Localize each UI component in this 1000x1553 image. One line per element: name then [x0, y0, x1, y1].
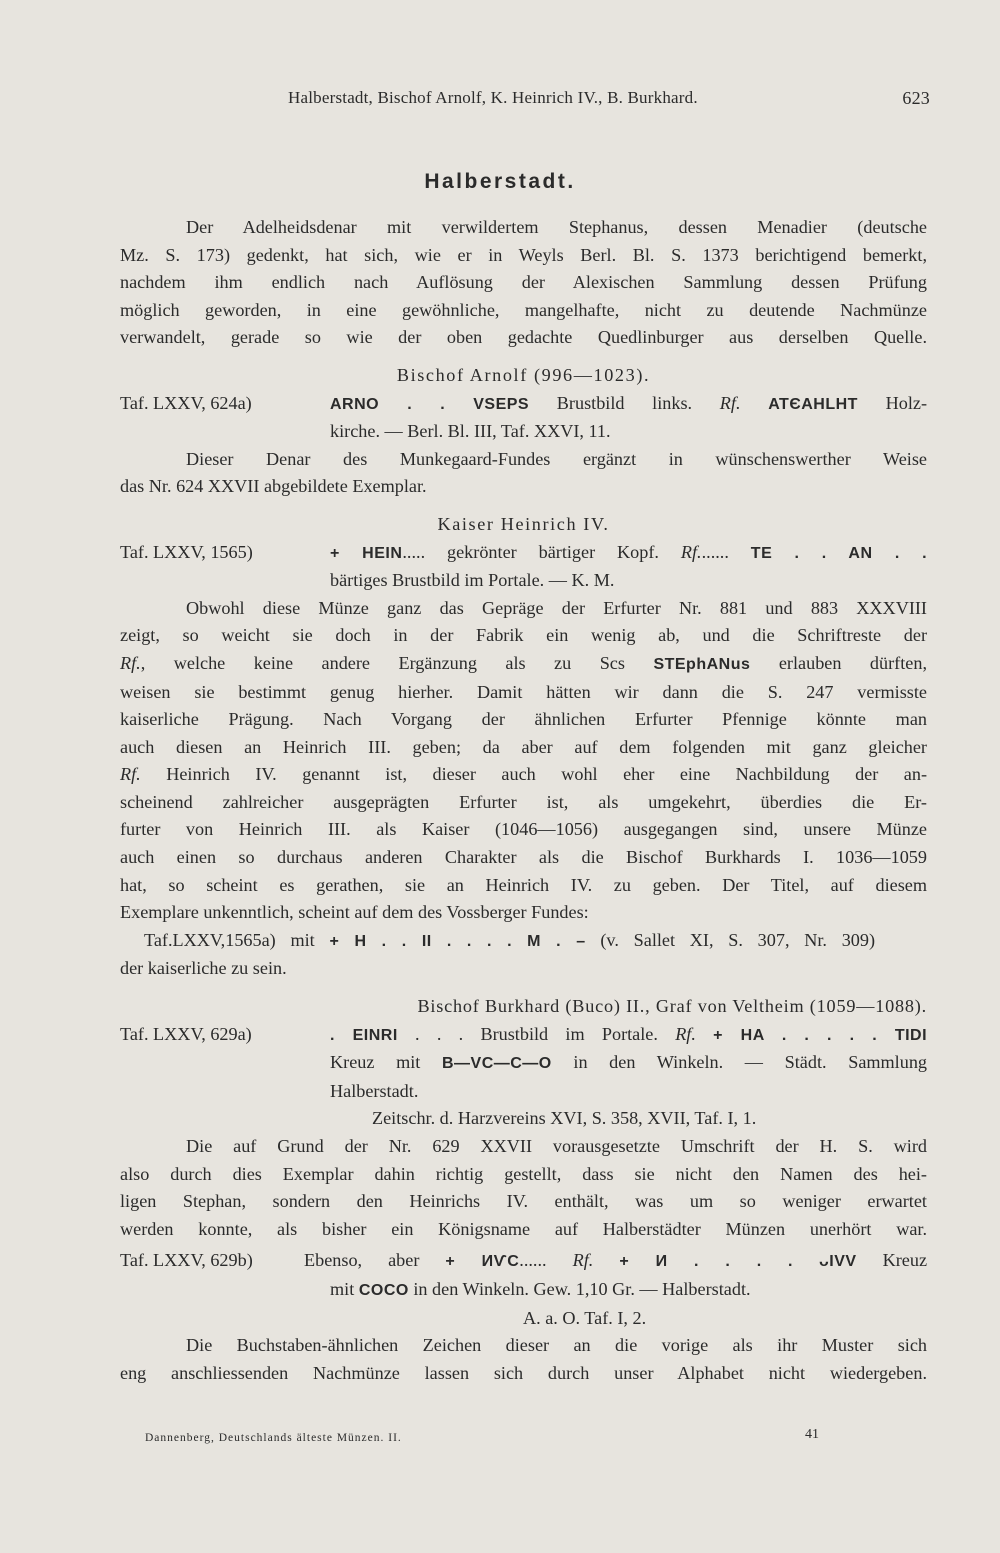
text-line	[120, 927, 927, 956]
section-heading-arnolf: Bischof Arnolf (996—1023).	[396, 364, 651, 385]
text-line: werden konnte, als bisher ein Königsname auf Halberstädter Münzen unerhört war.	[120, 1218, 927, 1239]
text-line: bärtiges Brustbild im Portale. — K. M.	[330, 570, 615, 591]
reference-line: Zeitschr. d. Harzvereins XVI, S. 358, XVII, Taf. I, 1.	[372, 1108, 757, 1129]
paragraph-umschrift	[120, 1133, 927, 1243]
plate-reference: Taf. LXXV, 624a)	[120, 392, 252, 413]
text-line: also durch dies Exemplar dahin richtig gestellt, dass sie nicht den Namen des hei-	[120, 1163, 927, 1184]
text-line: verwandelt, gerade so wie der oben gedachte Quedlinburger aus derselben Quelle.	[120, 327, 927, 348]
footer	[145, 1427, 845, 1444]
coin-entry-629b	[120, 1247, 927, 1304]
text-fragment: Taf.LXXV,1565a) mit	[144, 929, 315, 950]
plate-reference: Taf. LXXV, 629a)	[120, 1023, 252, 1044]
signature-mark: 41	[805, 1427, 819, 1442]
text-fragment: Ebenso, aber	[304, 1250, 420, 1271]
text-fragment: Kreuz	[882, 1250, 928, 1271]
running-title: Halberstadt, Bischof Arnolf, K. Heinrich IV., B. Burkhard.	[288, 88, 698, 107]
reverse-abbrev: Rf.	[719, 392, 741, 413]
description: ......	[701, 541, 729, 562]
text-fragment: in den Winkeln. Gew. 1,10 Gr. — Halberstadt.	[413, 1278, 751, 1299]
text-line: Halberstadt.	[330, 1080, 419, 1101]
text-line: eng anschliessenden Nachmünze lassen sich durch unser Alphabet nicht wiedergeben.	[120, 1362, 927, 1383]
obverse-legend: + HEIN	[330, 544, 403, 562]
section-heading-heinrich: Kaiser Heinrich IV.	[437, 513, 610, 534]
text-line: möglich geworden, in eine gewöhnliche, mangelhafte, nicht zu deutende Nachmünze	[120, 299, 927, 320]
paragraph-buchstaben	[120, 1332, 927, 1387]
paragraph-adelheidsdenar	[120, 214, 927, 352]
text-line: weisen sie bestimmt genug hierher. Damit hätten wir dann die S. 247 vermisste	[120, 681, 927, 702]
text-line: Die auf Grund der Nr. 629 XXVII vorausgesetzte Umschrift der H. S. wird	[186, 1136, 927, 1156]
section-heading-burkhard: Bischof Burkhard (Buco) II., Graf von Veltheim (1059—1088).	[417, 996, 927, 1017]
text-line: auch einen so durchaus anderen Charakter als die Bischof Burkhards I. 1036—1059	[120, 847, 927, 868]
coin-entry-629a	[120, 1021, 927, 1106]
plate-reference: Taf. LXXV, 1565)	[120, 541, 253, 562]
obverse-legend: ARNO . . VSEPS	[330, 395, 530, 413]
text-fragment: erlauben dürften,	[778, 652, 928, 673]
text-fragment: mit	[330, 1278, 355, 1299]
text-line: Dieser Denar des Munkegaard-Fundes ergänzt in wünschenswerther Weise	[186, 448, 927, 469]
legend-fragment: B—VC—C—O	[441, 1055, 552, 1073]
obverse-legend: + ИѴC	[445, 1253, 520, 1271]
reverse-legend: + HA . . . . . TIDI	[713, 1026, 928, 1044]
reverse-legend: ᴗIVV	[819, 1253, 857, 1271]
reverse-abbrev: Rf.	[120, 764, 141, 785]
page-number: 623	[902, 88, 930, 108]
footer-citation: Dannenberg, Deutschlands älteste Münzen. II.	[145, 1432, 402, 1444]
legend-fragment: COCO	[358, 1281, 409, 1299]
description: . . . Brustbild im Portale.	[415, 1023, 658, 1044]
reverse-abbrev: Rf.	[680, 541, 702, 562]
text-line: kirche. — Berl. Bl. III, Taf. XXVI, 11.	[330, 421, 611, 442]
text-line: hat, so scheint es gerathen, sie an Heinrich IV. zu geben. Der Titel, auf diesem	[120, 874, 927, 895]
text-line: scheinend zahlreicher ausgeprägten Erfurter ist, als umgekehrt, überdies die Er-	[120, 791, 927, 812]
text-line: kaiserliche Prägung. Nach Vorgang der ähnlichen Erfurter Pfennige könnte man	[120, 709, 927, 730]
text-line: das Nr. 624 XXVII abgebildete Exemplar.	[120, 476, 427, 497]
reverse-legend: TE . . AN . .	[750, 544, 928, 562]
text-line: Obwohl diese Münze ganz das Gepräge der Erfurter Nr. 881 und 883 XXXVIII	[186, 597, 927, 618]
text-line	[120, 650, 927, 679]
page-title: Halberstadt.	[424, 170, 576, 193]
reverse-legend: + И . . . .	[619, 1253, 793, 1271]
obverse-legend: . EINRI	[330, 1026, 398, 1044]
text-line: Die Buchstaben-ähnlichen Zeichen dieser an die vorige als ihr Muster sich	[186, 1335, 927, 1356]
text-fragment: in den Winkeln. — Städt. Sammlung	[573, 1052, 928, 1073]
reference-line: A. a. O. Taf. I, 2.	[523, 1307, 647, 1328]
text-line: nachdem ihm endlich nach Auflösung der Alexischen Sammlung dessen Prüfung	[120, 272, 927, 293]
text-fragment: Kreuz mit	[330, 1052, 421, 1073]
legend-fragment: + H . . II . . . . M . –	[329, 932, 586, 950]
text-line: furter von Heinrich III. als Kaiser (1046—1056) ausgegangen sind, unsere Münze	[120, 819, 927, 840]
text-line: auch diesen an Heinrich III. geben; da aber auf dem folgenden mit ganz gleicher	[120, 736, 927, 757]
text-line: ligen Stephan, sondern den Heinrichs IV. enthält, was um so weniger erwartet	[120, 1191, 927, 1212]
text-fragment: Heinrich IV. genannt ist, dieser auch wohl eher eine Nachbildung der an-	[166, 764, 928, 785]
text-fragment: (v. Sallet XI, S. 307, Nr. 309)	[600, 929, 876, 950]
plate-label: Taf. LXXV, 629b)	[120, 1250, 253, 1271]
description: ..... gekrönter bärtiger Kopf.	[402, 541, 659, 562]
paragraph-obwohl	[120, 595, 927, 983]
text-line: Exemplare unkenntlich, scheint auf dem des Vossberger Fundes:	[120, 902, 589, 923]
reverse-legend: ATЄAHLHT	[768, 395, 858, 413]
description: ......	[519, 1250, 547, 1271]
coin-entry-624a	[120, 390, 927, 446]
text-line: Der Adelheidsdenar mit verwildertem Stephanus, dessen Menadier (deutsche	[186, 217, 927, 237]
reverse-abbrev: Rf.	[572, 1250, 594, 1271]
reverse-abbrev: Rf.	[120, 652, 141, 673]
coin-entry-1565	[120, 539, 927, 595]
text-line	[120, 761, 927, 789]
main-text	[120, 214, 927, 1387]
text-fragment: , welche keine andere Ergänzung als zu Scs	[140, 652, 625, 673]
text-line: zeigt, so weicht sie doch in der Fabrik ein wenig ab, und die Schriftreste der	[120, 625, 927, 646]
text-line: der kaiserliche zu sein.	[120, 958, 287, 979]
legend-fragment: STEphANus	[653, 655, 751, 673]
description: Holz-	[885, 392, 928, 413]
paragraph-munkegaard	[120, 446, 927, 501]
description: Brustbild links.	[556, 392, 693, 413]
plate-reference	[120, 1247, 330, 1304]
text-line: Mz. S. 173) gedenkt, hat sich, wie er in Weyls Berl. Bl. S. 1373 berichtigend bemerkt,	[120, 244, 927, 265]
reverse-abbrev: Rf.	[675, 1023, 696, 1044]
